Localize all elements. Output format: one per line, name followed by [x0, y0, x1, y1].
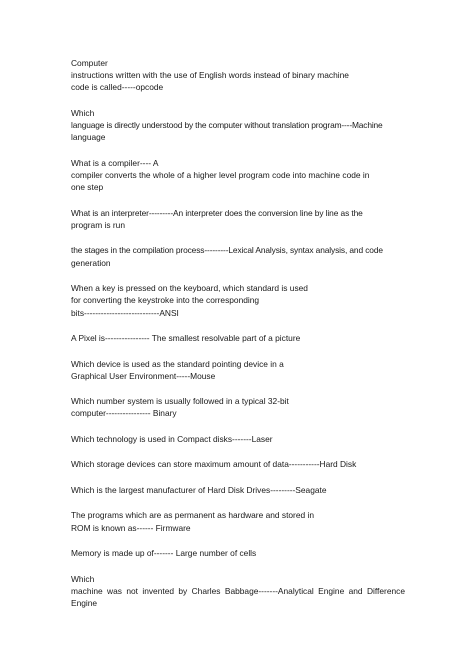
paragraph-binary [71, 395, 405, 419]
paragraph-babbage [71, 573, 405, 610]
text-line: code is called-----opcode [71, 82, 164, 93]
text-line: for converting the keystroke into the corresponding [71, 295, 260, 306]
text-line: What is an interpreter---------An interpreter does the conversion line by line as the [71, 207, 363, 218]
paragraph-seagate [71, 484, 405, 496]
text-line: Which [71, 107, 95, 118]
paragraph-opcode [71, 57, 405, 94]
paragraph-compiler [71, 157, 405, 194]
text-line: program is run [71, 219, 125, 230]
text-line: A Pixel is---------------- The smallest resolvable part of a picture [71, 333, 301, 344]
text-line: Which device is used as the standard pointing device in a [71, 358, 284, 369]
paragraph-laser [71, 433, 405, 445]
text-line: What is a compiler---- A [71, 157, 159, 168]
paragraph-hard-disk [71, 458, 405, 470]
text-line: When a key is pressed on the keyboard, which standard is used [71, 283, 308, 294]
text-line: Which technology is used in Compact disks-------Laser [71, 433, 273, 444]
text-line: Computer [71, 58, 108, 68]
text-line: generation [71, 257, 111, 268]
text-line: Memory is made up of------- Large number of cells [71, 548, 257, 559]
text-line: bits---------------------------ANSI [71, 307, 179, 318]
text-line: computer---------------- Binary [71, 408, 177, 419]
paragraph-ansi [71, 282, 405, 319]
text-line: ROM is known as------ Firmware [71, 522, 191, 533]
paragraph-mouse [71, 358, 405, 382]
text-line: Which number system is usually followed in a typical 32-bit [71, 396, 289, 407]
text-line: Which [71, 573, 95, 584]
text-line: one step [71, 182, 104, 193]
paragraph-interpreter [71, 207, 405, 231]
text-line: language is directly understood by the computer without translation program----Machine [71, 120, 383, 131]
paragraph-firmware [71, 509, 405, 533]
text-line: Engine [71, 598, 98, 609]
text-line: Which storage devices can store maximum amount of data-----------Hard Disk [71, 459, 357, 470]
paragraph-memory [71, 547, 405, 559]
paragraph-pixel [71, 332, 405, 344]
text-line: Graphical User Environment-----Mouse [71, 370, 216, 381]
text-line: machine was not invented by Charles Babbage-------Analytical Engine and Difference [71, 585, 405, 596]
text-line: the stages in the compilation process---------Lexical Analysis, syntax analysis, and code [71, 245, 383, 256]
text-line: Which is the largest manufacturer of Hard Disk Drives---------Seagate [71, 484, 327, 495]
text-line: The programs which are as permanent as hardware and stored in [71, 510, 315, 521]
paragraph-machine-language [71, 107, 405, 144]
paragraph-compilation-stages [71, 244, 405, 268]
text-line: compiler converts the whole of a higher level program code into machine code in [71, 170, 370, 181]
text-line: language [71, 132, 106, 143]
document-body [71, 57, 405, 623]
text-line: instructions written with the use of English words instead of binary machine [71, 70, 349, 81]
